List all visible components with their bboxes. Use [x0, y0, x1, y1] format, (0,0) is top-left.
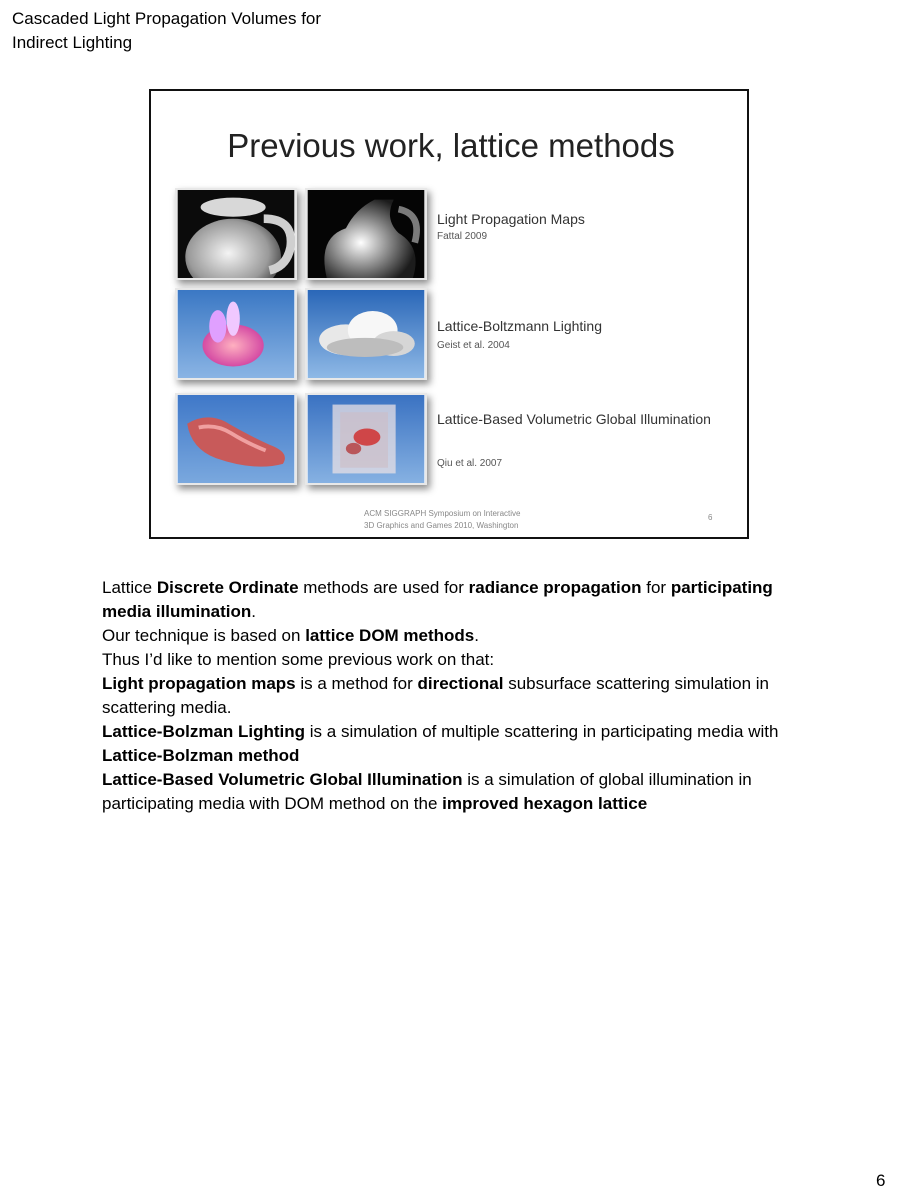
notes-text: for [641, 578, 671, 597]
jug-render-thumbnail [175, 188, 297, 280]
reference-citation-fattal: Fattal 2009 [437, 231, 488, 242]
notes-bold-text: lattice DOM methods [305, 626, 475, 645]
notes-paragraph [102, 648, 802, 672]
notes-text: Thus I’d like to mention some previous work on that: [102, 650, 495, 669]
notes-text: methods are used for [298, 578, 469, 597]
slide-title: Previous work, lattice methods [227, 127, 675, 164]
notes-text: . [251, 602, 256, 621]
notes-text: is a simulation of global illumination in participating media with DOM method on the [102, 770, 752, 813]
notes-text: is a method for [295, 674, 418, 693]
glossy-jug-render-thumbnail [305, 188, 427, 280]
notes-bold-text: Discrete Ordinate [156, 578, 299, 597]
notes-paragraph [102, 576, 802, 624]
notes-paragraph [102, 624, 802, 648]
notes-paragraph [102, 672, 802, 720]
notes-paragraph [102, 768, 802, 816]
notes-text: is a simulation of multiple scattering in participating media with [305, 722, 779, 741]
bunny-render-thumbnail [175, 288, 297, 380]
notes-bold-text: Lattice-Bolzman Lighting [102, 722, 306, 741]
notes-text: Lattice [102, 578, 157, 597]
notes-bold-text: directional [417, 674, 504, 693]
notes-text: . [474, 626, 480, 645]
notes-bold-text: Lattice-Based Volumetric Global Illumination [102, 770, 463, 789]
reference-citation-qiu: Qiu et al. 2007 [437, 458, 503, 469]
reference-title-light-propagation-maps: Light Propagation Maps [437, 211, 585, 227]
slide-number: 6 [708, 513, 713, 522]
foot-render-thumbnail [175, 393, 297, 485]
notes-bold-text: radiance propagation [468, 578, 642, 597]
document-title: Cascaded Light Propagation Volumes for Indirect Lighting [12, 9, 322, 52]
notes-bold-text: Lattice-Bolzman method [102, 746, 300, 765]
notes-bold-text: Light propagation maps [102, 674, 296, 693]
reference-title-lattice-boltzmann-lighting: Lattice-Boltzmann Lighting [437, 318, 602, 334]
notes-bold-text: participating media illumination [102, 578, 773, 621]
reference-citation-geist: Geist et al. 2004 [437, 340, 510, 351]
slide-footer [364, 508, 584, 532]
notes-text: Our technique is based on [102, 626, 306, 645]
notes-bold-text: improved hexagon lattice [442, 794, 648, 813]
page-number: 6 [876, 1171, 886, 1190]
speaker-notes [102, 576, 802, 816]
notes-text: subsurface scattering simulation in scattering media. [102, 674, 769, 717]
notes-paragraph [102, 720, 802, 768]
volume-render-thumbnail [305, 393, 427, 485]
slide-footer-line2: 3D Graphics and Games 2010, Washington [364, 521, 519, 530]
slide-footer-line1: ACM SIGGRAPH Symposium on Interactive [364, 509, 521, 518]
cloud-render-thumbnail [305, 288, 427, 380]
slide-image [149, 89, 749, 539]
reference-title-lattice-based-volumetric-gi: Lattice-Based Volumetric Global Illumination [437, 411, 711, 427]
